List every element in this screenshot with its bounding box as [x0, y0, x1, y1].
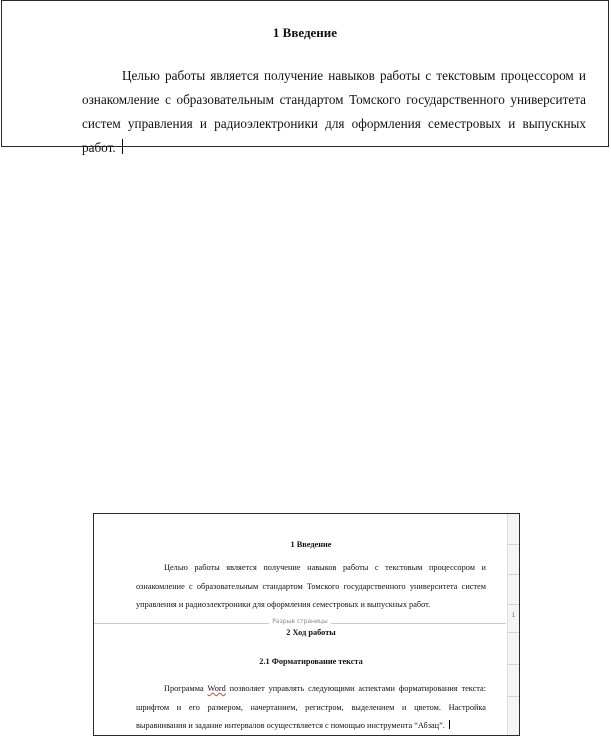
- scrollbar-segment: [508, 696, 519, 697]
- formatting-paragraph-rest: позволяет управлять следующими аспектами форматирования текста: шрифтом и его размером, начертанием, регистром, выделением и цветом. Настройка выравнивания и задание интервалов осуществляется с помощью инструмента “Абзац”.: [136, 684, 487, 730]
- misspelled-word[interactable]: Word: [207, 684, 226, 693]
- page-break-label: Разрыв страницы: [269, 618, 330, 625]
- scrollbar-segment: [508, 604, 519, 605]
- document-screenshot-intro: [1, 0, 609, 155]
- document-screenshot-page-break: [93, 513, 520, 736]
- intro-paragraph: Целью работы является получение навыков работы с текстовым процессором и ознакомление с образовательным стандартом Томского государственного университета систем управления и радиоэлектроники для оформления семестровых и выпускных работ.: [136, 563, 486, 609]
- intro-paragraph-text: Целью работы является получение навыков работы с текстовым процессором и ознакомление с образовательным стандартом Томского государственного университета систем управления и радиоэлектроники для оформления семестровых и выпускных работ.: [82, 68, 586, 155]
- intro-paragraph[interactable]: [82, 64, 586, 160]
- formatting-paragraph-start: Программа: [164, 684, 204, 693]
- formatting-paragraph[interactable]: [136, 680, 486, 736]
- page-number-marker: 1: [511, 612, 516, 619]
- scrollbar-segment: [508, 544, 519, 545]
- scrollbar-segment: [508, 664, 519, 665]
- section-heading-progress: 2 Ход работы: [286, 628, 336, 637]
- page-break-marker: [94, 618, 506, 625]
- text-cursor: [122, 139, 123, 154]
- scrollbar-segment: [508, 632, 519, 633]
- subsection-heading-formatting: 2.1 Форматирование текста: [259, 657, 363, 666]
- scrollbar-segment: [508, 574, 519, 575]
- section-heading-intro: 1 Введение: [290, 540, 332, 549]
- text-cursor: [449, 720, 450, 729]
- section-heading: 1 Введение: [272, 25, 338, 40]
- vertical-scrollbar[interactable]: [507, 514, 519, 735]
